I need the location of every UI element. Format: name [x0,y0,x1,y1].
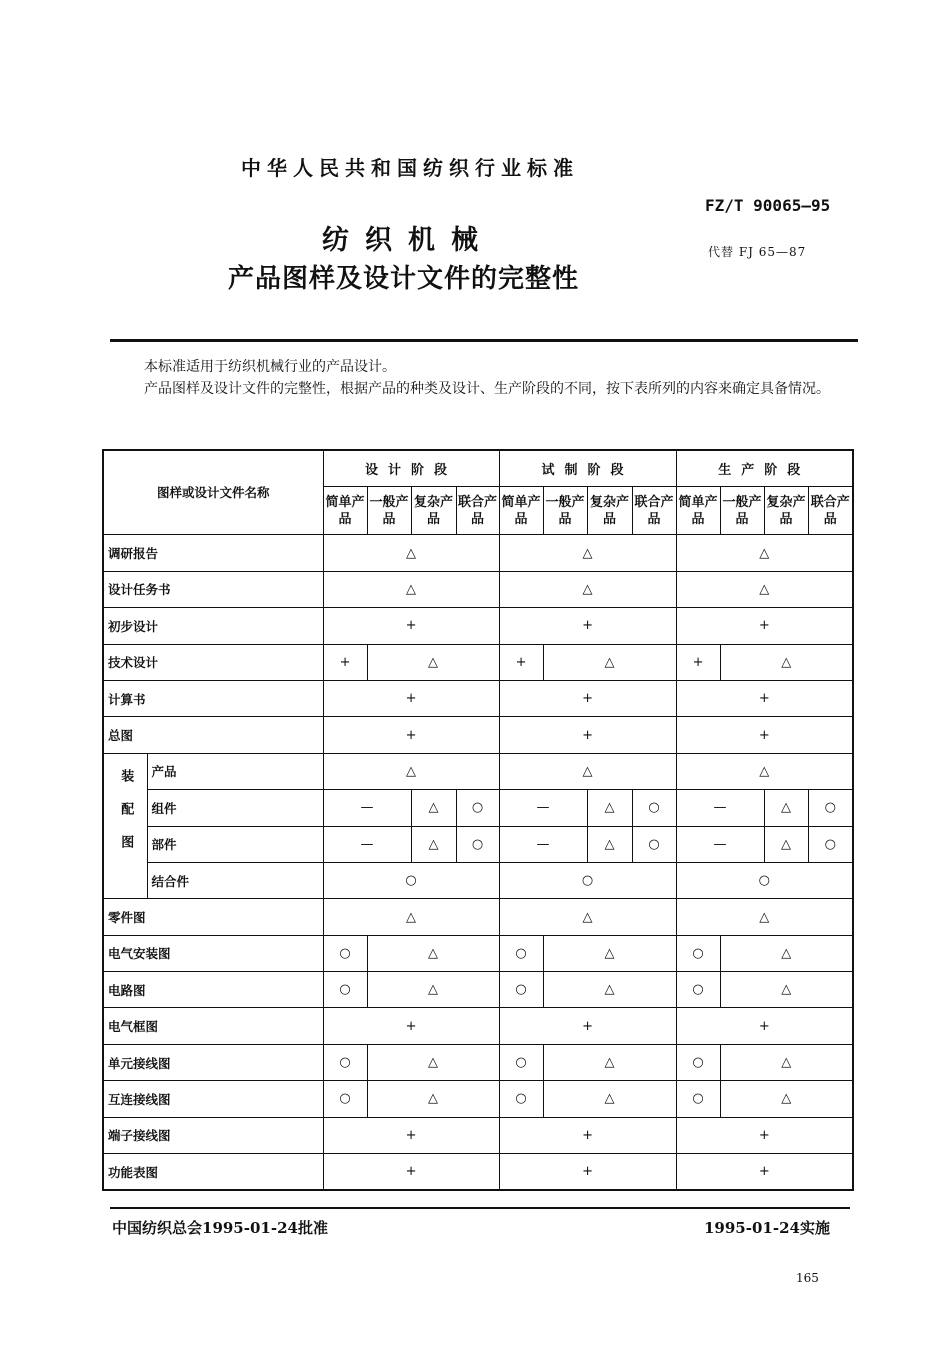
table-row [103,717,853,753]
mark-cell: △ [411,826,456,862]
mark-cell: △ [543,972,676,1008]
row-name: 调研报告 [103,535,323,571]
mark-cell: ○ [323,1044,367,1080]
mark-cell: △ [764,826,808,862]
mark-cell: ○ [323,972,367,1008]
row-name: 零件图 [103,899,323,935]
mark-cell: + [323,1008,499,1044]
standard-code: FZ/T 90065—95 [705,196,831,215]
mark-cell: △ [720,1081,853,1117]
row-name: 组件 [147,790,323,826]
product-type-header: 一般产品 [720,486,764,535]
mark-cell: + [499,608,676,644]
mark-cell: ○ [323,935,367,971]
product-type-header: 复杂产品 [764,486,808,535]
row-name: 单元接线图 [103,1044,323,1080]
table-row [103,680,853,716]
mark-cell: △ [676,535,853,571]
row-name: 部件 [147,826,323,862]
mark-cell: △ [499,899,676,935]
product-type-header: 一般产品 [367,486,411,535]
mark-cell: + [676,680,853,716]
mark-cell: ○ [323,1081,367,1117]
mark-cell: ○ [632,790,676,826]
row-name: 技术设计 [103,644,323,680]
page-number: 165 [796,1271,819,1285]
row-name: 初步设计 [103,608,323,644]
product-type-header: 简单产品 [676,486,720,535]
mark-cell: — [676,826,764,862]
mark-cell: △ [367,1044,499,1080]
mark-cell: + [676,1008,853,1044]
mark-cell: + [323,608,499,644]
mark-cell: △ [720,644,853,680]
mark-cell: △ [323,753,499,789]
effective-date: 1995-01-24实施 [704,1219,830,1237]
mark-cell: △ [587,826,632,862]
completeness-table [102,449,854,1191]
mark-cell: + [499,717,676,753]
mark-cell: + [676,1154,853,1190]
mark-cell: + [323,644,367,680]
mark-cell: △ [720,972,853,1008]
mark-cell: ○ [808,790,853,826]
mark-cell: ○ [499,935,543,971]
mark-cell: + [499,1154,676,1190]
mark-cell: — [499,790,587,826]
product-type-header: 简单产品 [499,486,543,535]
table-row [103,753,853,789]
mark-cell: △ [323,899,499,935]
stage-header: 试制阶段 [499,450,676,486]
row-name: 总图 [103,717,323,753]
mark-cell: △ [720,935,853,971]
mark-cell: ○ [499,1081,543,1117]
mark-cell: ○ [676,862,853,898]
mark-cell: + [676,644,720,680]
table-row [103,899,853,935]
completeness-table-wrapper [102,449,852,1191]
mark-cell: △ [499,535,676,571]
intro-text [112,356,860,400]
product-type-header: 联合产品 [632,486,676,535]
document-title-line2: 产品图样及设计文件的完整性 [228,264,580,294]
group-label-text: 装配图 [118,769,134,869]
row-name: 功能表图 [103,1154,323,1190]
mark-cell: △ [720,1044,853,1080]
mark-cell: △ [676,571,853,607]
mark-cell: ○ [676,1044,720,1080]
mark-cell: — [499,826,587,862]
mark-cell: ○ [632,826,676,862]
product-type-header: 简单产品 [323,486,367,535]
mark-cell: + [323,717,499,753]
corner-header: 图样或设计文件名称 [103,450,323,535]
mark-cell: + [499,1117,676,1153]
intro-line-2: 产品图样及设计文件的完整性，根据产品的种类及设计、生产阶段的不同，按下表所列的内容来确定具备情况。 [144,381,830,397]
mark-cell: + [323,1154,499,1190]
mark-cell: △ [543,644,676,680]
approval-date: 中国纺织总会1995-01-24批准 [112,1219,328,1237]
mark-cell: ○ [499,972,543,1008]
table-row [103,1117,853,1153]
mark-cell: + [323,1117,499,1153]
table-row [103,571,853,607]
row-name: 产品 [147,753,323,789]
document-title-line1: 纺织机械 [322,225,494,256]
row-name: 电气框图 [103,1008,323,1044]
mark-cell: + [499,680,676,716]
mark-cell: ○ [499,1044,543,1080]
product-type-header: 复杂产品 [587,486,632,535]
mark-cell: △ [323,571,499,607]
mark-cell: △ [367,1081,499,1117]
row-name: 结合件 [147,862,323,898]
mark-cell: △ [367,644,499,680]
mark-cell: △ [499,753,676,789]
stage-header: 生产阶段 [676,450,853,486]
mark-cell: ○ [808,826,853,862]
table-row [103,862,853,898]
mark-cell: + [676,608,853,644]
table-row [103,935,853,971]
intro-line-1: 本标准适用于纺织机械行业的产品设计。 [144,359,396,375]
mark-cell: △ [411,790,456,826]
mark-cell: ○ [456,826,499,862]
mark-cell: △ [543,935,676,971]
footer-divider [110,1207,850,1209]
header-divider [110,339,858,342]
mark-cell: — [676,790,764,826]
table-row [103,1044,853,1080]
mark-cell: △ [764,790,808,826]
table-row [103,790,853,826]
table-row [103,644,853,680]
row-name: 设计任务书 [103,571,323,607]
table-row [103,608,853,644]
mark-cell: ○ [323,862,499,898]
mark-cell: + [499,1008,676,1044]
mark-cell: △ [367,935,499,971]
mark-cell: + [323,680,499,716]
table-row [103,1008,853,1044]
mark-cell: △ [367,972,499,1008]
stage-header: 设计阶段 [323,450,499,486]
mark-cell: △ [676,753,853,789]
mark-cell: ○ [676,1081,720,1117]
mark-cell: ○ [676,972,720,1008]
mark-cell: ○ [456,790,499,826]
row-name: 端子接线图 [103,1117,323,1153]
table-row [103,535,853,571]
row-name: 电路图 [103,972,323,1008]
mark-cell: — [323,826,411,862]
row-name: 电气安装图 [103,935,323,971]
mark-cell: △ [543,1081,676,1117]
mark-cell: ○ [499,862,676,898]
mark-cell: ○ [676,935,720,971]
mark-cell: △ [587,790,632,826]
issuing-organization: 中华人民共和国纺织行业标准 [241,156,579,180]
replaces-note: 代替 FJ 65—87 [708,245,807,259]
mark-cell: + [676,1117,853,1153]
mark-cell: + [499,644,543,680]
mark-cell: △ [499,571,676,607]
product-type-header: 复杂产品 [411,486,456,535]
table-row [103,972,853,1008]
row-name: 计算书 [103,680,323,716]
mark-cell: △ [676,899,853,935]
header-row-stages [103,450,853,486]
product-type-header: 一般产品 [543,486,587,535]
mark-cell: — [323,790,411,826]
table-row [103,1154,853,1190]
table-row [103,826,853,862]
group-label-assembly [103,753,147,899]
mark-cell: △ [323,535,499,571]
table-row [103,1081,853,1117]
mark-cell: △ [543,1044,676,1080]
product-type-header: 联合产品 [808,486,853,535]
row-name: 互连接线图 [103,1081,323,1117]
mark-cell: + [676,717,853,753]
product-type-header: 联合产品 [456,486,499,535]
